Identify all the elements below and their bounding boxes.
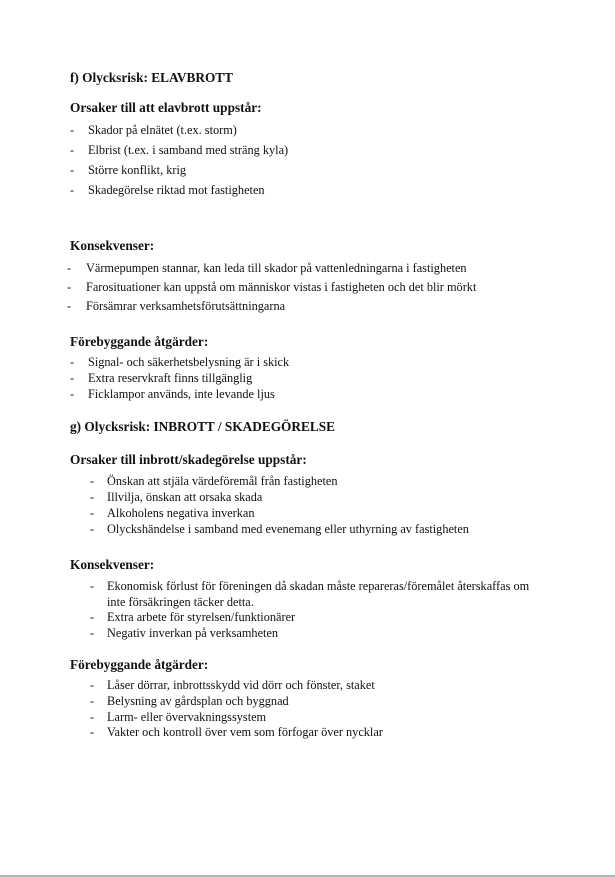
bullet-dash: - xyxy=(90,522,95,536)
section-g-prevention-heading: Förebyggande åtgärder: xyxy=(70,657,209,672)
bullet-dash: - xyxy=(90,579,95,593)
list-item-text: Extra reservkraft finns tillgänglig xyxy=(88,371,253,385)
list-item-text: Negativ inverkan på verksamheten xyxy=(107,626,279,640)
bullet-dash: - xyxy=(67,299,72,313)
list-item-text: Skador på elnätet (t.ex. storm) xyxy=(88,123,237,137)
section-g-consequences-heading: Konsekvenser: xyxy=(70,557,155,572)
bullet-dash: - xyxy=(70,355,75,369)
bullet-dash: - xyxy=(67,261,72,275)
list-item-text: Ekonomisk förlust för föreningen då skadan måste repareras/föremålet återskaffas om xyxy=(107,579,530,593)
list-item-text: Försämrar verksamhetsförutsättningarna xyxy=(86,299,286,313)
bullet-dash: - xyxy=(70,183,75,197)
bullet-dash: - xyxy=(70,163,75,177)
list-item-text: Farosituationer kan uppstå om människor vistas i fastigheten och det blir mörkt xyxy=(86,280,477,294)
bullet-dash: - xyxy=(70,143,75,157)
section-g-title: g) Olycksrisk: INBROTT / SKADEGÖRELSE xyxy=(70,419,336,434)
list-item-text: Signal- och säkerhetsbelysning är i skick xyxy=(88,355,290,369)
list-item-text: Ficklampor används, inte levande ljus xyxy=(88,387,275,401)
section-f-consequences-heading: Konsekvenser: xyxy=(70,238,155,253)
list-item-text: Illvilja, önskan att orsaka skada xyxy=(107,490,263,504)
bullet-dash: - xyxy=(67,280,72,294)
bullet-dash: - xyxy=(70,371,75,385)
list-item-text: Olyckshändelse i samband med evenemang eller uthyrning av fastigheten xyxy=(107,522,469,536)
section-f-causes-heading: Orsaker till att elavbrott uppstår: xyxy=(70,100,262,115)
list-item-text: Värmepumpen stannar, kan leda till skador på vattenledningarna i fastigheten xyxy=(86,261,467,275)
bullet-dash: - xyxy=(70,387,75,401)
bullet-dash: - xyxy=(90,678,95,692)
bullet-dash: - xyxy=(90,725,95,739)
section-f-title: f) Olycksrisk: ELAVBROTT xyxy=(70,70,234,85)
bullet-dash: - xyxy=(90,694,95,708)
bullet-dash: - xyxy=(90,506,95,520)
list-item-text: Skadegörelse riktad mot fastigheten xyxy=(88,183,265,197)
bullet-dash: - xyxy=(90,626,95,640)
bullet-dash: - xyxy=(70,123,75,137)
section-g-causes-heading: Orsaker till inbrott/skadegörelse uppstår: xyxy=(70,452,307,467)
list-item-text: Vakter och kontroll över vem som förfogar över nycklar xyxy=(107,725,383,739)
bullet-dash: - xyxy=(90,490,95,504)
list-item-text: Önskan att stjäla värdeföremål från fastigheten xyxy=(107,474,338,488)
list-item-text: Elbrist (t.ex. i samband med sträng kyla) xyxy=(88,143,289,157)
list-item-text: Larm- eller övervakningssystem xyxy=(107,710,267,724)
list-item-text-continuation: inte försäkringen täcker detta. xyxy=(107,595,254,609)
list-item-text: Belysning av gårdsplan och byggnad xyxy=(107,694,289,708)
list-item-text: Större konflikt, krig xyxy=(88,163,187,177)
bullet-dash: - xyxy=(90,610,95,624)
bullet-dash: - xyxy=(90,710,95,724)
list-item-text: Alkoholens negativa inverkan xyxy=(107,506,255,520)
list-item-text: Extra arbete för styrelsen/funktionärer xyxy=(107,610,296,624)
bullet-dash: - xyxy=(90,474,95,488)
list-item-text: Låser dörrar, inbrottsskydd vid dörr och fönster, staket xyxy=(107,678,375,692)
section-f-prevention-heading: Förebyggande åtgärder: xyxy=(70,334,209,349)
